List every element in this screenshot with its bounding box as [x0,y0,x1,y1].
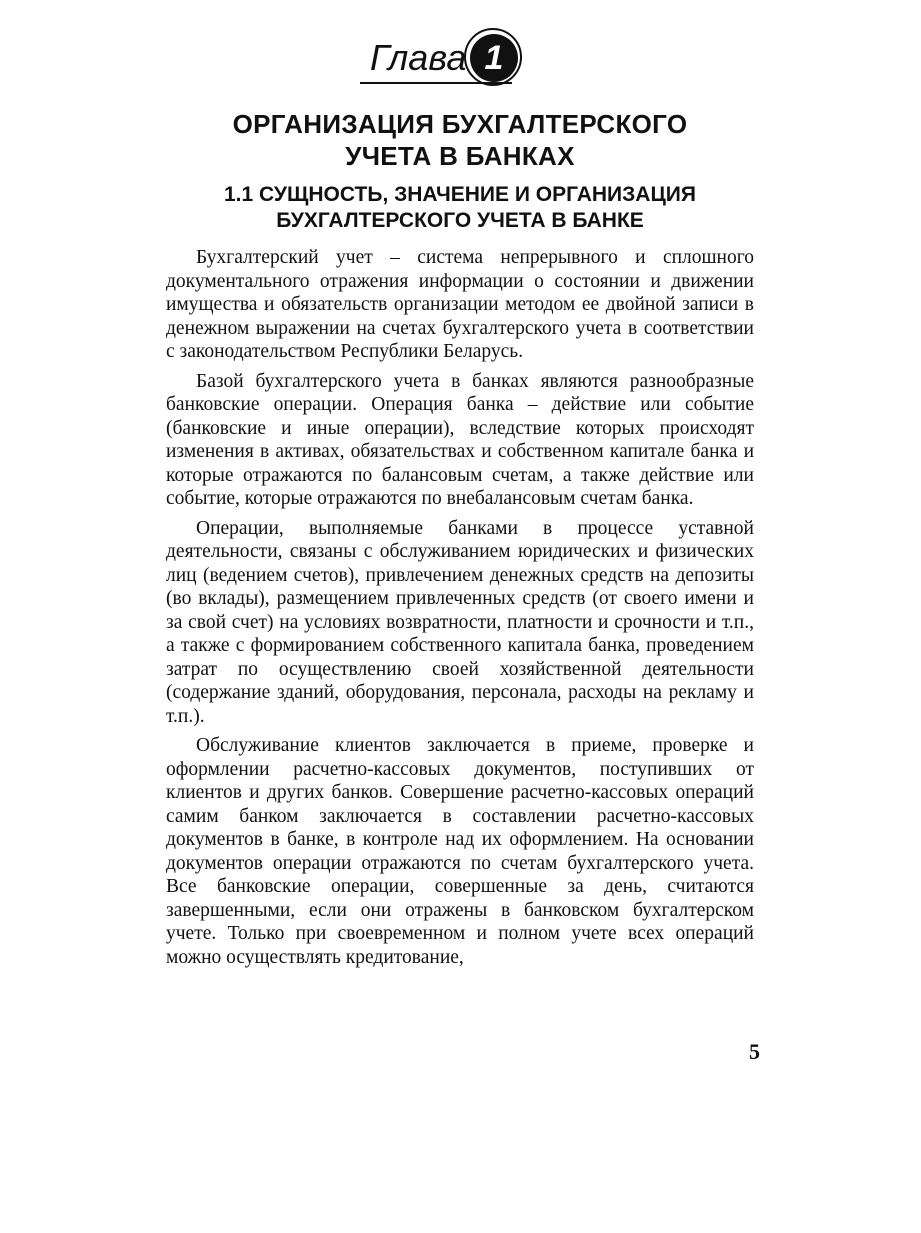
chapter-title-line-1: ОРГАНИЗАЦИЯ БУХГАЛТЕРСКОГО [232,109,688,139]
paragraph: Бухгалтерский учет – система непрерывного и сплошного документального отражения информации о состоянии и движении имущества и обязательств организации методом ее двойной записи в денежном выражении на счетах бухгалтерского учета в соответствии с законодательством Республики Беларусь. [166,247,754,362]
chapter-header [360,28,540,90]
paragraph: Операции, выполняемые банками в процессе уставной деятельности, связаны с обслуживанием юридических и физических лиц (ведением счетов), привлечением денежных средств на депозиты (во вклады), размещением привлеченных средств (от своего имени и за свой счет) на условиях возвратности, платности и срочности и т.п., а также с формированием собственного капитала банка, проведением затрат по осуществлению своей хозяйственной деятельности (содержание зданий, оборудования, персонала, расходы на рекламу и т.п.). [166,517,754,727]
chapter-number-badge: 1 [470,34,518,82]
section-title-line-2: БУХГАЛТЕРСКОГО УЧЕТА В БАНКЕ [276,209,644,232]
chapter-title [150,108,770,172]
chapter-label: Глава [370,37,467,78]
page-number: 5 [749,1039,760,1064]
paragraph: Базой бухгалтерского учета в банках являются разнообразные банковские операции. Операция банка – действие или событие (банковские и иные операции), вследствие которых происходят изменения в активах, обязательствах и собственном капитале банка и которые отражаются по балансовым счетам, а также действие или событие, которые отражаются по внебалансовым счетам банка. [166,370,754,509]
paragraph: Обслуживание клиентов заключается в приеме, проверке и оформлении расчетно-кассовых документов, поступивших от клиентов и других банков. Совершение расчетно-кассовых операций самим банком заключается в составлении расчетно-кассовых документов в банке, в контроле над их оформлением. На основании документов операции отражаются по счетам бухгалтерского учета. Все банковские операции, совершенные за день, считаются завершенными, если они отражены в банковском бухгалтерском учете. Только при своевременном и полном учете всех операций можно осуществлять кредитование, [166,735,754,968]
section-title [160,182,760,234]
chapter-title-line-2: УЧЕТА В БАНКАХ [345,141,575,171]
body-text [166,246,754,975]
section-title-line-1: 1.1 СУЩНОСТЬ, ЗНАЧЕНИЕ И ОРГАНИЗАЦИЯ [224,183,696,206]
